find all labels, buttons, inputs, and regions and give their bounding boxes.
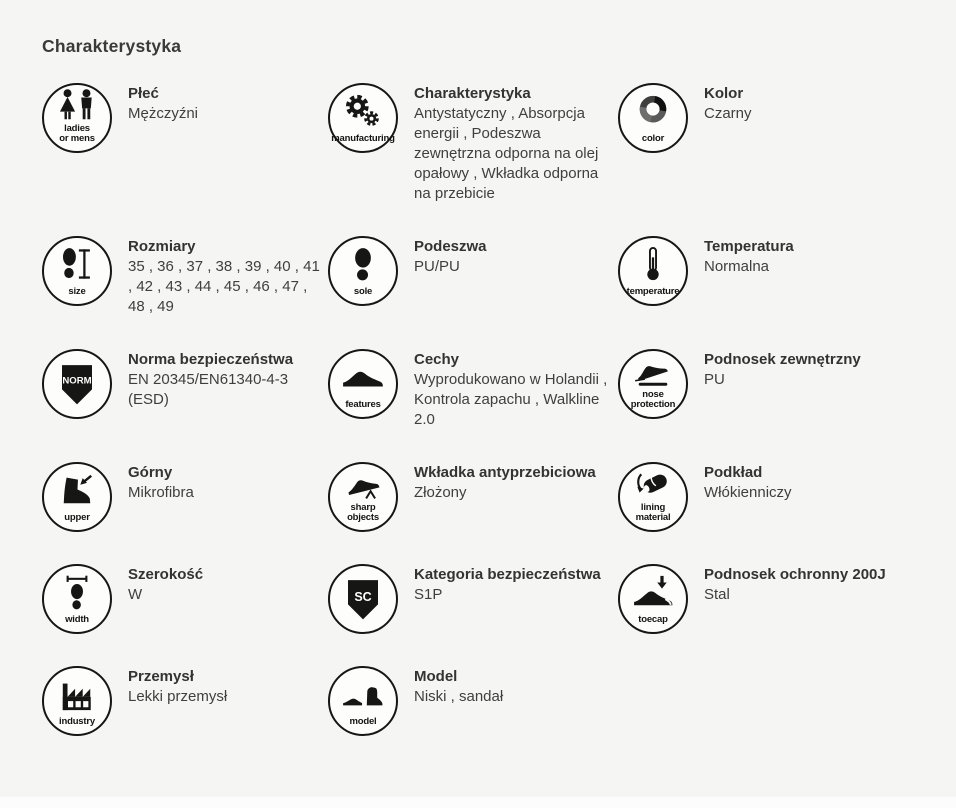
characteristic-label: Kategoria bezpieczeństwa (414, 566, 601, 583)
icon-caption: temperature (626, 285, 680, 297)
icon-caption: sharp objects (347, 501, 379, 523)
characteristic-value: Normalna (704, 258, 770, 275)
lining-material-icon (620, 464, 686, 503)
manufacturing-icon (330, 85, 396, 134)
icon-badge (618, 349, 688, 419)
icon-badge (42, 666, 112, 736)
characteristic-value: EN 20345/EN61340-4-3 (ESD) (128, 371, 289, 408)
characteristic-item (328, 564, 618, 634)
characteristic-item (42, 666, 328, 736)
icon-badge (328, 83, 398, 153)
characteristic-item (328, 236, 618, 306)
icon-badge (618, 83, 688, 153)
characteristic-label: Rozmiary (128, 238, 196, 255)
footer-strip (0, 797, 956, 808)
characteristic-label: Podeszwa (414, 238, 487, 255)
characteristic-text (128, 236, 328, 317)
upper-icon (44, 464, 110, 513)
characteristic-text (414, 666, 503, 707)
characteristic-item (328, 666, 618, 736)
characteristic-text (704, 564, 886, 605)
characteristic-value: Wyprodukowano w Holandii , Kontrola zapachu , Walkline 2.0 (414, 371, 608, 428)
characteristic-item (328, 349, 618, 430)
sc-shield-icon (330, 566, 396, 632)
characteristic-value: Włókienniczy (704, 484, 792, 501)
characteristic-item (42, 462, 328, 532)
icon-badge (42, 564, 112, 634)
characteristic-item (42, 564, 328, 634)
characteristic-value: 35 , 36 , 37 , 38 , 39 , 40 , 41 , 42 , 43 , 44 , 45 , 46 , 47 , 48 , 49 (128, 258, 320, 315)
icon-caption: width (65, 613, 89, 625)
icon-badge (618, 236, 688, 306)
characteristic-value: Mikrofibra (128, 484, 194, 501)
icon-badge (42, 236, 112, 306)
sharp-objects-icon (330, 464, 396, 503)
characteristic-label: Temperatura (704, 238, 794, 255)
icon-caption: model (349, 715, 377, 727)
characteristic-text (414, 83, 614, 204)
characteristic-value: Antystatyczny , Absorpcja energii , Podeszwa zewnętrzna odporna na olej opałowy , Wkładka odporna na przebicie (414, 105, 599, 202)
icon-caption: size (68, 285, 86, 297)
characteristic-label: Charakterystyka (414, 85, 531, 102)
characteristic-item (618, 236, 914, 306)
svg-text:SC: SC (354, 589, 372, 604)
characteristics-grid (42, 83, 914, 736)
characteristic-label: Szerokość (128, 566, 204, 583)
characteristic-item (618, 83, 914, 153)
icon-badge (618, 564, 688, 634)
industry-icon (44, 668, 110, 717)
characteristic-value: Mężczyźni (128, 105, 199, 122)
characteristic-label: Kolor (704, 85, 744, 102)
characteristic-text (704, 462, 792, 503)
ladies-or-mens-icon (44, 85, 110, 124)
characteristic-label: Podnosek ochronny 200J (704, 566, 886, 583)
characteristic-text (128, 83, 198, 124)
characteristic-text (414, 236, 487, 277)
characteristic-text (704, 236, 794, 277)
icon-caption: toecap (638, 613, 668, 625)
temperature-icon (620, 238, 686, 287)
characteristic-text (414, 564, 601, 605)
norm-shield-icon (44, 351, 110, 417)
characteristic-text (128, 564, 203, 605)
icon-caption: nose protection (630, 388, 676, 410)
characteristic-value: Lekki przemysł (128, 688, 228, 705)
model-icon (330, 668, 396, 717)
characteristic-value: S1P (414, 586, 443, 603)
characteristic-item (618, 462, 914, 532)
characteristic-item (42, 83, 328, 153)
characteristic-text (414, 349, 614, 430)
characteristic-text (414, 462, 596, 503)
features-icon (330, 351, 396, 400)
characteristic-value: Złożony (414, 484, 467, 501)
icon-badge (42, 462, 112, 532)
characteristic-value: Czarny (704, 105, 752, 122)
characteristic-value: W (128, 586, 143, 603)
icon-badge (42, 83, 112, 153)
icon-caption: color (641, 132, 665, 144)
characteristic-text (704, 349, 861, 390)
characteristic-item (42, 349, 328, 419)
color-icon (620, 85, 686, 134)
icon-caption: manufacturing (331, 132, 395, 144)
characteristic-label: Przemysł (128, 668, 194, 685)
characteristic-value: PU/PU (414, 258, 460, 275)
icon-caption: lining material (635, 501, 671, 523)
icon-caption: ladies or mens (59, 123, 95, 145)
characteristic-label: Podnosek zewnętrzny (704, 351, 861, 368)
characteristic-text (128, 349, 328, 410)
icon-badge (42, 349, 112, 419)
characteristic-text (704, 83, 752, 124)
icon-badge (328, 236, 398, 306)
characteristic-item (328, 462, 618, 532)
characteristic-item (42, 236, 328, 317)
icon-badge (328, 349, 398, 419)
characteristic-label: Podkład (704, 464, 763, 481)
icon-caption: upper (64, 511, 90, 523)
characteristic-label: Górny (128, 464, 173, 481)
icon-badge (618, 462, 688, 532)
characteristic-label: Model (414, 668, 458, 685)
icon-badge (328, 462, 398, 532)
width-icon (44, 566, 110, 615)
characteristic-text (128, 462, 194, 503)
nose-protection-icon (620, 351, 686, 390)
toecap-icon (620, 566, 686, 615)
characteristic-text (128, 666, 227, 707)
characteristic-value: Stal (704, 586, 730, 603)
svg-text:NORM: NORM (62, 375, 92, 386)
sole-icon (330, 238, 396, 287)
characteristic-value: PU (704, 371, 725, 388)
icon-badge (328, 564, 398, 634)
characteristic-label: Norma bezpieczeństwa (128, 351, 294, 368)
icon-badge (328, 666, 398, 736)
characteristic-label: Cechy (414, 351, 460, 368)
icon-caption: industry (59, 715, 95, 727)
characteristic-label: Wkładka antyprzebiciowa (414, 464, 596, 481)
characteristic-label: Płeć (128, 85, 159, 102)
characteristic-item (618, 349, 914, 419)
characteristic-value: Niski , sandał (414, 688, 504, 705)
characteristic-item (618, 564, 914, 634)
page-title: Charakterystyka (42, 36, 182, 56)
icon-caption: sole (353, 285, 373, 297)
size-icon (44, 238, 110, 287)
characteristic-item (328, 83, 618, 204)
icon-caption: features (345, 398, 381, 410)
